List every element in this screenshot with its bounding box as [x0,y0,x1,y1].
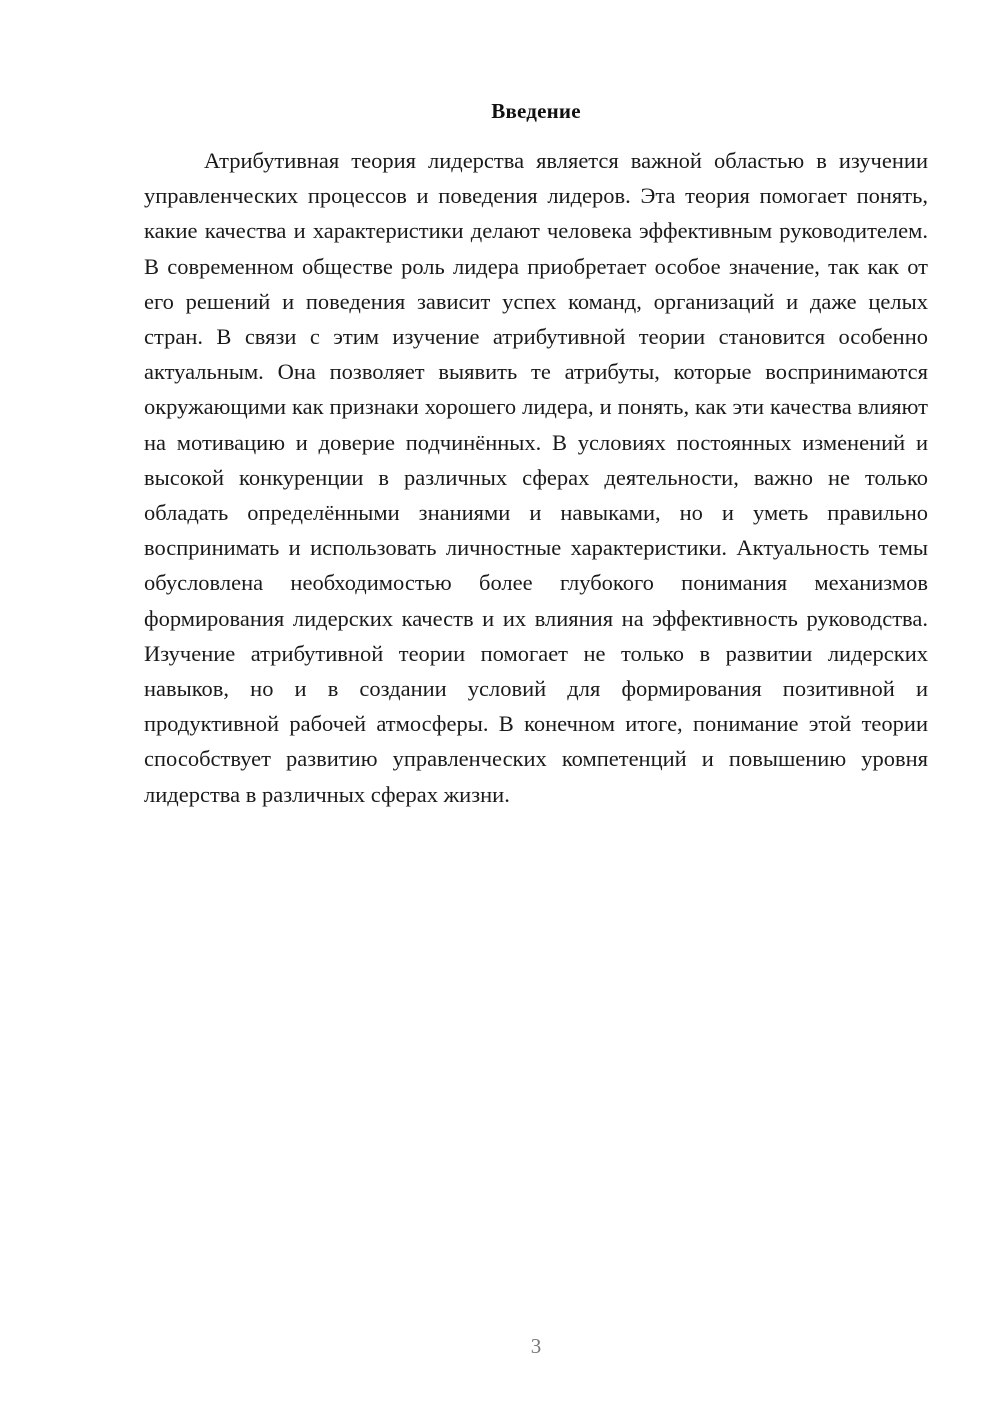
page-number: 3 [530,1334,542,1358]
body-paragraph: Атрибутивная теория лидерства является важной областью в изучении управленческих процессов и поведения лидеров. Эта теория помогает понять, какие качества и характеристики делают человека эффективным руководителем. В современном обществе роль лидера приобретает особое значение, так как от его решений и поведения зависит успех команд, организаций и даже целых стран. В связи с этим изучение атрибутивной теории становится особенно актуальным. Она позволяет выявить те атрибуты, которые воспринимаются окружающими как признаки хорошего лидера, и понять, как эти качества влияют на мотивацию и доверие подчинённых. В условиях постоянных изменений и высокой конкуренции в различных сферах деятельности, важно не только обладать определёнными знаниями и навыками, но и уметь правильно воспринимать и использовать личностные характеристики. Актуальность темы обусловлена необходимостью более глубокого понимания механизмов формирования лидерских качеств и их влияния на эффективность руководства. Изучение атрибутивной теории помогает не только в развитии лидерских навыков, но и в создании условий для формирования позитивной и продуктивной рабочей атмосферы. В конечном итоге, понимание этой теории способствует развитию управленческих компетенций и повышению уровня лидерства в различных сферах жизни. [144,148,928,807]
section-heading: Введение [491,99,581,123]
